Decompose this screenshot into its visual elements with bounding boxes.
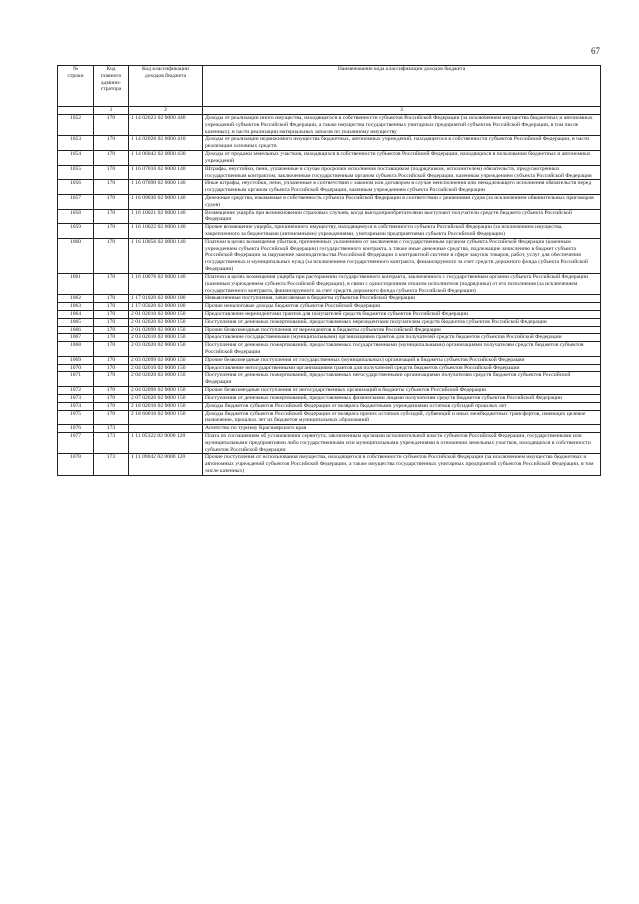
table-row [58, 394, 601, 402]
revenue-name-cell: Прочие безвозмездные поступления от нерезидентов в бюджеты субъектов Российской Федерации [203, 326, 601, 334]
class-code-cell: 2 18 60010 02 0000 150 [129, 410, 203, 425]
table-row [58, 115, 601, 136]
class-code-cell: 1 11 09042 02 0000 120 [129, 454, 203, 475]
header-number-cell [58, 107, 94, 115]
admin-code-cell: 170 [94, 115, 129, 136]
table-row [58, 410, 601, 425]
header-class-code: Код классификации доходов бюджета [129, 66, 203, 107]
row-number-cell: 1067 [58, 334, 94, 342]
table-row [58, 303, 601, 311]
revenue-name-cell: Платежи в целях возмещения ущерба при расторжении государственного контракта, заключенного с государственным органом субъекта Российской Федерации (казенным учреждением субъекта Российской Федерации), в связи с односторонним отказом исполнителя (подрядчика) от его исполнения (за исключением государственного контракта, финансируемого за счет средств дорожного фонда субъекта Российской Федерации) [203, 273, 601, 294]
class-code-cell: 2 07 02020 02 0000 150 [129, 394, 203, 402]
table-row [58, 209, 601, 224]
row-number-cell: 1071 [58, 372, 94, 387]
header-admin-code: Код главного админи- стратора [94, 66, 129, 107]
revenue-name-cell: Доходы от реализации недвижимого имущества бюджетных, автономных учреждений, находящегося в собственности субъектов Российской Федерации, в части реализации основных средств [203, 136, 601, 151]
row-number-cell: 1068 [58, 342, 94, 357]
row-number-cell: 1075 [58, 410, 94, 425]
row-number-cell: 1060 [58, 238, 94, 273]
revenue-name-cell: Поступления от денежных пожертвований, предоставляемых негосударственными организациями получателям средств бюджетов субъектов Российской Федерации [203, 372, 601, 387]
class-code-cell: 2 04 02010 02 0000 150 [129, 364, 203, 372]
table-row [58, 326, 601, 334]
admin-code-cell: 170 [94, 310, 129, 318]
class-code-cell: 2 01 02010 02 0000 150 [129, 310, 203, 318]
admin-code-cell: 170 [94, 303, 129, 311]
table-row [58, 238, 601, 273]
table-row [58, 180, 601, 195]
row-number-cell: 1059 [58, 224, 94, 239]
budget-revenue-table [57, 65, 601, 476]
table-row [58, 334, 601, 342]
admin-code-cell: 173 [94, 454, 129, 475]
revenue-name-cell: Прочие неналоговые доходы бюджетов субъектов Российской Федерации [203, 303, 601, 311]
row-number-cell: 1072 [58, 387, 94, 395]
class-code-cell: 1 16 10076 02 0000 140 [129, 273, 203, 294]
admin-code-cell: 170 [94, 402, 129, 410]
row-number-cell: 1053 [58, 136, 94, 151]
page-number: 67 [591, 46, 600, 56]
admin-code-cell: 173 [94, 432, 129, 453]
table-row [58, 387, 601, 395]
row-number-cell: 1065 [58, 318, 94, 326]
admin-code-cell: 170 [94, 410, 129, 425]
revenue-name-cell: Платежи в целях возмещения убытков, причиненных уклонением от заключения с государственным органом субъекта Российской Федерации (казенным учреждением субъекта Российской Федерации) государственного контракта, а также иные денежные средства, подлежащие зачислению в бюджет субъекта Российской Федерации за нарушение законодательства Российской Федерации о контрактной системе в сфере закупок товаров, работ, услуг для обеспечения государственных и муниципальных нужд (за исключением государственного контракта, финансируемого за счет средств дорожного фонда субъекта Российской Федерации) [203, 238, 601, 273]
admin-code-cell: 170 [94, 224, 129, 239]
admin-code-cell: 170 [94, 334, 129, 342]
revenue-name-cell: Доходы от продажи земельных участков, находящихся в собственности субъектов Российской Федерации, находящихся в пользовании бюджетных и автономных учреждений [203, 151, 601, 166]
table-row [58, 295, 601, 303]
revenue-name-cell: Доходы бюджетов субъектов Российской Федерации от возврата прочих остатков субсидий, субвенций и иных межбюджетных трансфертов, имеющих целевое назначение, прошлых лет из бюджетов муниципальных образований [203, 410, 601, 425]
admin-code-cell: 170 [94, 394, 129, 402]
admin-code-cell: 170 [94, 364, 129, 372]
admin-code-cell: 170 [94, 194, 129, 209]
admin-code-cell: 170 [94, 387, 129, 395]
admin-code-cell: 170 [94, 151, 129, 166]
row-number-cell: 1057 [58, 194, 94, 209]
section-row [58, 425, 601, 433]
admin-code-cell: 170 [94, 326, 129, 334]
admin-code-cell: 170 [94, 238, 129, 273]
row-number-cell: 1055 [58, 165, 94, 180]
row-number-cell: 1062 [58, 295, 94, 303]
row-number-cell: 1054 [58, 151, 94, 166]
revenue-name-cell: Поступления от денежных пожертвований, предоставляемых нерезидентами получателям средств бюджетов субъектов Российской Федерации [203, 318, 601, 326]
table-row [58, 342, 601, 357]
revenue-name-cell: Предоставление государственными (муниципальными) организациями грантов для получателей средств бюджетов субъектов Российской Федерации [203, 334, 601, 342]
header-number-cell: 3 [203, 107, 601, 115]
row-number-cell: 1056 [58, 180, 94, 195]
class-code-cell: 1 16 09030 02 0000 140 [129, 194, 203, 209]
class-code-cell: 1 11 05322 02 0000 120 [129, 432, 203, 453]
admin-code-cell: 170 [94, 209, 129, 224]
row-number-cell: 1064 [58, 310, 94, 318]
revenue-name-cell: Поступления от денежных пожертвований, предоставляемых физическими лицами получателям средств бюджетов субъектов Российской Федерации [203, 394, 601, 402]
class-code-cell: 2 03 02099 02 0000 150 [129, 356, 203, 364]
class-code-cell: 1 16 10056 02 0000 140 [129, 238, 203, 273]
row-number-cell: 1077 [58, 432, 94, 453]
class-code-cell: 1 16 07090 02 0000 140 [129, 180, 203, 195]
admin-code-cell: 170 [94, 273, 129, 294]
revenue-name-cell: Предоставление негосударственными организациями грантов для получателей средств бюджетов субъектов Российской Федерации [203, 364, 601, 372]
class-code-cell: 2 01 02099 02 0000 150 [129, 326, 203, 334]
class-code-cell: 1 16 07010 02 0000 140 [129, 165, 203, 180]
revenue-name-cell: Доходы от реализации иного имущества, находящегося в собственности субъектов Российской Федерации (за исключением имущества бюджетных и автономных учреждений субъектов Российской Федерации, а также имущества государственных унитарных предприятий субъектов Российской Федерации, в том числе казенных), в части реализации материальных запасов по указанному имуществу [203, 115, 601, 136]
class-code-cell: 2 03 02020 02 0000 150 [129, 342, 203, 357]
class-code-cell: 2 01 02020 02 0000 150 [129, 318, 203, 326]
revenue-name-cell: Поступления от денежных пожертвований, предоставляемых государственными (муниципальными) организациями получателям средств бюджетов субъектов Российской Федерации [203, 342, 601, 357]
revenue-name-cell: Штрафы, неустойки, пени, уплаченные в случае просрочки исполнения поставщиком (подрядчиком, исполнителем) обязательств, предусмотренных государственным контрактом, заключенным государственным органом субъекта Российской Федерации, казенным учреждением субъекта Российской Федерации [203, 165, 601, 180]
table-row [58, 372, 601, 387]
row-number-cell: 1074 [58, 402, 94, 410]
revenue-name-cell: Доходы бюджетов субъектов Российской Федерации от возврата бюджетными учреждениями остатков субсидий прошлых лет [203, 402, 601, 410]
revenue-name-cell: Прочие поступления от использования имущества, находящегося в собственности субъектов Российской Федерации (за исключением имущества бюджетных и автономных учреждений субъектов Российской Федерации, а также имущества государственных унитарных предприятий субъектов Российской Федерации, в том числе казенных) [203, 454, 601, 475]
table-row [58, 194, 601, 209]
table-row [58, 364, 601, 372]
revenue-name-cell: Плата по соглашениям об установлении сервитута, заключенным органами исполнительной власти субъектов Российской Федерации, государственными или муниципальными предприятиями либо государственными или муниципальными учреждениями в отношении земельных участков, находящихся в собственности субъектов Российской Федерации [203, 432, 601, 453]
table-row [58, 454, 601, 475]
table-row [58, 432, 601, 453]
row-number-cell: 1066 [58, 326, 94, 334]
class-code-cell: 2 03 02010 02 0000 150 [129, 334, 203, 342]
table-row [58, 273, 601, 294]
row-number-cell: 1078 [58, 454, 94, 475]
row-number-cell: 1052 [58, 115, 94, 136]
row-number-cell: 1063 [58, 303, 94, 311]
table-row [58, 224, 601, 239]
class-code-cell: 2 18 02010 02 0000 150 [129, 402, 203, 410]
row-number-cell: 1058 [58, 209, 94, 224]
class-code-cell: 2 04 02020 02 0000 150 [129, 372, 203, 387]
admin-code-cell: 170 [94, 136, 129, 151]
table-row [58, 402, 601, 410]
class-code-cell: 1 14 02028 02 0000 410 [129, 136, 203, 151]
admin-code-cell: 170 [94, 180, 129, 195]
revenue-name-cell: Прочие безвозмездные поступления от негосударственных организаций в бюджеты субъектов Российской Федерации [203, 387, 601, 395]
header-number-cell: 2 [129, 107, 203, 115]
row-number-cell: 1069 [58, 356, 94, 364]
admin-code-cell: 173 [94, 425, 129, 433]
row-number-cell: 1061 [58, 273, 94, 294]
class-code-cell: 1 14 02023 02 0000 440 [129, 115, 203, 136]
table-row [58, 310, 601, 318]
table-row [58, 318, 601, 326]
row-number-cell: 1073 [58, 394, 94, 402]
admin-code-cell: 170 [94, 342, 129, 357]
header-number-cell: 1 [94, 107, 129, 115]
row-number-cell: 1070 [58, 364, 94, 372]
admin-code-cell: 170 [94, 165, 129, 180]
class-code-cell: 1 17 01020 02 0000 180 [129, 295, 203, 303]
table-row [58, 136, 601, 151]
class-code-cell: 1 17 05020 02 0000 180 [129, 303, 203, 311]
header-name: Наименование кода классификации доходов бюджета [203, 66, 601, 107]
header-row-number: № строки [58, 66, 94, 107]
admin-code-cell: 170 [94, 318, 129, 326]
revenue-name-cell: Невыясненные поступления, зачисляемые в бюджеты субъектов Российской Федерации [203, 295, 601, 303]
revenue-name-cell: Предоставление нерезидентами грантов для получателей средств бюджетов субъектов Российской Федерации [203, 310, 601, 318]
admin-code-cell: 170 [94, 372, 129, 387]
revenue-name-cell: Прочие безвозмездные поступления от государственных (муниципальных) организаций в бюджеты субъектов Российской Федерации [203, 356, 601, 364]
class-code-cell [129, 425, 203, 433]
class-code-cell: 1 16 10021 02 0000 140 [129, 209, 203, 224]
table-row [58, 356, 601, 364]
class-code-cell: 2 04 02099 02 0000 150 [129, 387, 203, 395]
revenue-name-cell: Агентство по туризму Красноярского края [203, 425, 601, 433]
table-row [58, 151, 601, 166]
revenue-name-cell: Возмещение ущерба при возникновении страховых случаев, когда выгодоприобретателями выступают получатели средств бюджета субъекта Российской Федерации [203, 209, 601, 224]
admin-code-cell: 170 [94, 295, 129, 303]
class-code-cell: 1 16 10022 02 0000 140 [129, 224, 203, 239]
revenue-name-cell: Прочее возмещение ущерба, причиненного имуществу, находящемуся в собственности субъекта Российской Федерации (за исключением имущества, закрепленного за бюджетными (автономными) учреждениями, унитарными предприятиями субъекта Российской Федерации) [203, 224, 601, 239]
revenue-name-cell: Денежные средства, изымаемые в собственность субъекта Российской Федерации в соответствии с решениями судов (за исключением обвинительных приговоров судов) [203, 194, 601, 209]
row-number-cell: 1076 [58, 425, 94, 433]
table-row [58, 165, 601, 180]
revenue-name-cell: Иные штрафы, неустойки, пени, уплаченные в соответствии с законом или договором в случае неисполнения или ненадлежащего исполнения обязательств перед государственным органом субъекта Российской Федерации, казенным учреждением субъекта Российской Федерации [203, 180, 601, 195]
admin-code-cell: 170 [94, 356, 129, 364]
class-code-cell: 1 14 06042 02 0000 430 [129, 151, 203, 166]
